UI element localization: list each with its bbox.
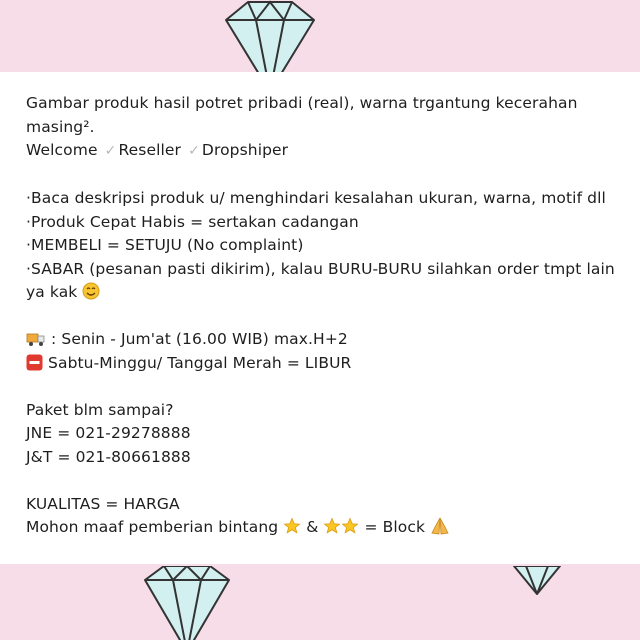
rating-warning: Mohon maaf pemberian bintang & = Block	[26, 516, 626, 540]
rule-item: ·Produk Cepat Habis = sertakan cadangan	[26, 212, 359, 231]
star-icon	[283, 517, 301, 535]
check-mark-icon: ✓	[188, 143, 200, 159]
star-icon	[323, 517, 341, 535]
star-icon	[341, 517, 359, 535]
jne-contact: JNE = 021-29278888	[26, 424, 191, 442]
announcement-text	[26, 92, 626, 540]
schedule-weekend: Sabtu-Minggu/ Tanggal Merah = LIBUR	[26, 352, 626, 376]
paket-question: Paket blm sampai?	[26, 400, 174, 419]
smiling-face-icon	[82, 282, 100, 300]
welcome-line: Welcome ✓ Reseller ✓ Dropshiper	[26, 141, 289, 159]
rule-item: ·MEMBELI = SETUJU (No complaint)	[26, 236, 304, 254]
diamond-icon	[142, 566, 232, 640]
check-mark-icon: ✓	[104, 143, 117, 159]
schedule-weekday: : Senin - Jum'at (16.00 WIB) max.H+2	[26, 328, 626, 352]
diamond-icon	[512, 566, 562, 598]
intro-text: Gambar produk hasil potret pribadi (real), warna trgantung kecerahan masing².	[26, 94, 578, 136]
kualitas-text: KUALITAS = HARGA	[26, 494, 180, 513]
rule-item: ·SABAR (pesanan pasti dikirim), kalau BURU-BURU silahkan order tmpt lain ya kak	[26, 259, 615, 301]
folded-hands-icon	[430, 517, 450, 535]
delivery-truck-icon	[26, 331, 46, 347]
rule-item: ·Baca deskripsi produk u/ menghindari kesalahan ukuran, warna, motif dll	[26, 189, 606, 207]
no-entry-icon	[26, 354, 43, 371]
jnt-contact: J&T = 021-80661888	[26, 447, 191, 466]
